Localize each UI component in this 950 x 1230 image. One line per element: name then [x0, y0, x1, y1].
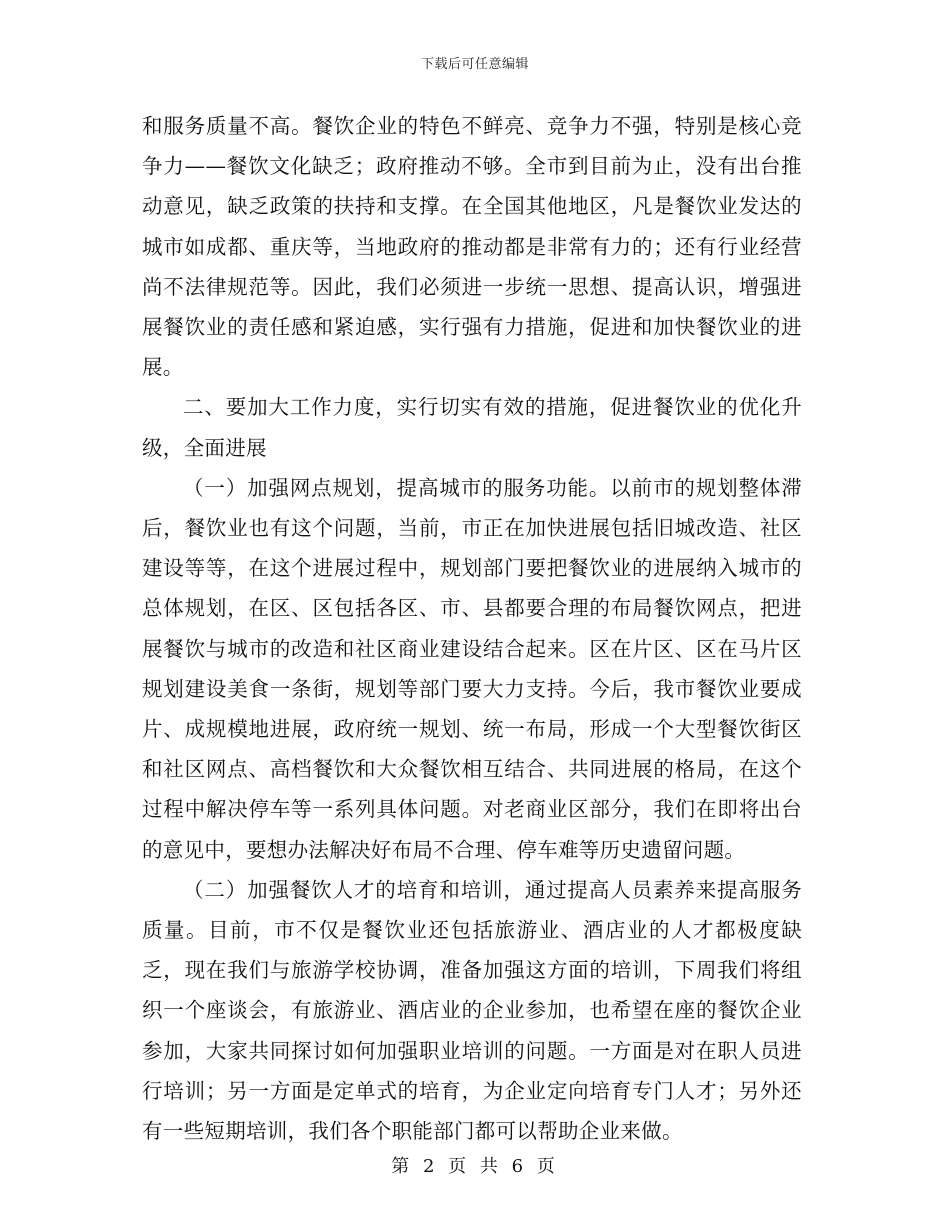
- page-header: 下载后可任意编辑: [420, 57, 529, 72]
- paragraph-talent-training: （二）加强餐饮人才的培育和培训，通过提高人员素养来提高服务质量。目前，市不仅是餐饮业还包括旅游业、酒店业的人才都极度缺乏，现在我们与旅游学校协调，准备加强这方面的培训，下周我们将组织一个座谈会，有旅游业、酒店业的企业参加，也希望在座的餐饮企业参加，大家共同探讨如何加强职业培训的问题。一方面是对在职人员进行培训；另一方面是定单式的培育，为企业定向培育专门人才；另外还有一些短期培训，我们各个职能部门都可以帮助企业来做。: [142, 877, 802, 1144]
- section-heading-two: 二、要加大工作力度，实行切实有效的措施，促进餐饮业的优化升级，全面进展: [142, 395, 802, 460]
- paragraph-continuation: 和服务质量不高。餐饮企业的特色不鲜亮、竞争力不强，特别是核心竞争力——餐饮文化缺乏；政府推动不够。全市到目前为止，没有出台推动意见，缺乏政策的扶持和支撑。在全国其他地区，凡是餐饮业发达的城市如成都、重庆等，当地政府的推动都是非常有力的；还有行业经营尚不法律规范等。因此，我们必须进一步统一思想、提高认识，增强进展餐饮业的责任感和紧迫感，实行强有力措施，促进和加快餐饮业的进展。: [142, 114, 802, 380]
- document-body: [142, 106, 802, 1151]
- page-number: 第 2 页 共 6 页: [391, 1156, 559, 1177]
- paragraph-network-planning: （一）加强网点规划，提高城市的服务功能。以前市的规划整体滞后，餐饮业也有这个问题，当前，市正在加快进展包括旧城改造、社区建设等等，在这个进展过程中，规划部门要把餐饮业的进展纳入城市的总体规划，在区、区包括各区、市、县都要合理的布局餐饮网点，把进展餐饮与城市的改造和社区商业建设结合起来。区在片区、区在马片区规划建设美食一条街，规划等部门要大力支持。今后，我市餐饮业要成片、成规模地进展，政府统一规划、统一布局，形成一个大型餐饮街区和社区网点、高档餐饮和大众餐饮相互结合、共同进展的格局，在这个过程中解决停车等一系列具体问题。对老商业区部分，我们在即将出台的意见中，要想办法解决好布局不合理、停车难等历史遗留问题。: [142, 475, 802, 862]
